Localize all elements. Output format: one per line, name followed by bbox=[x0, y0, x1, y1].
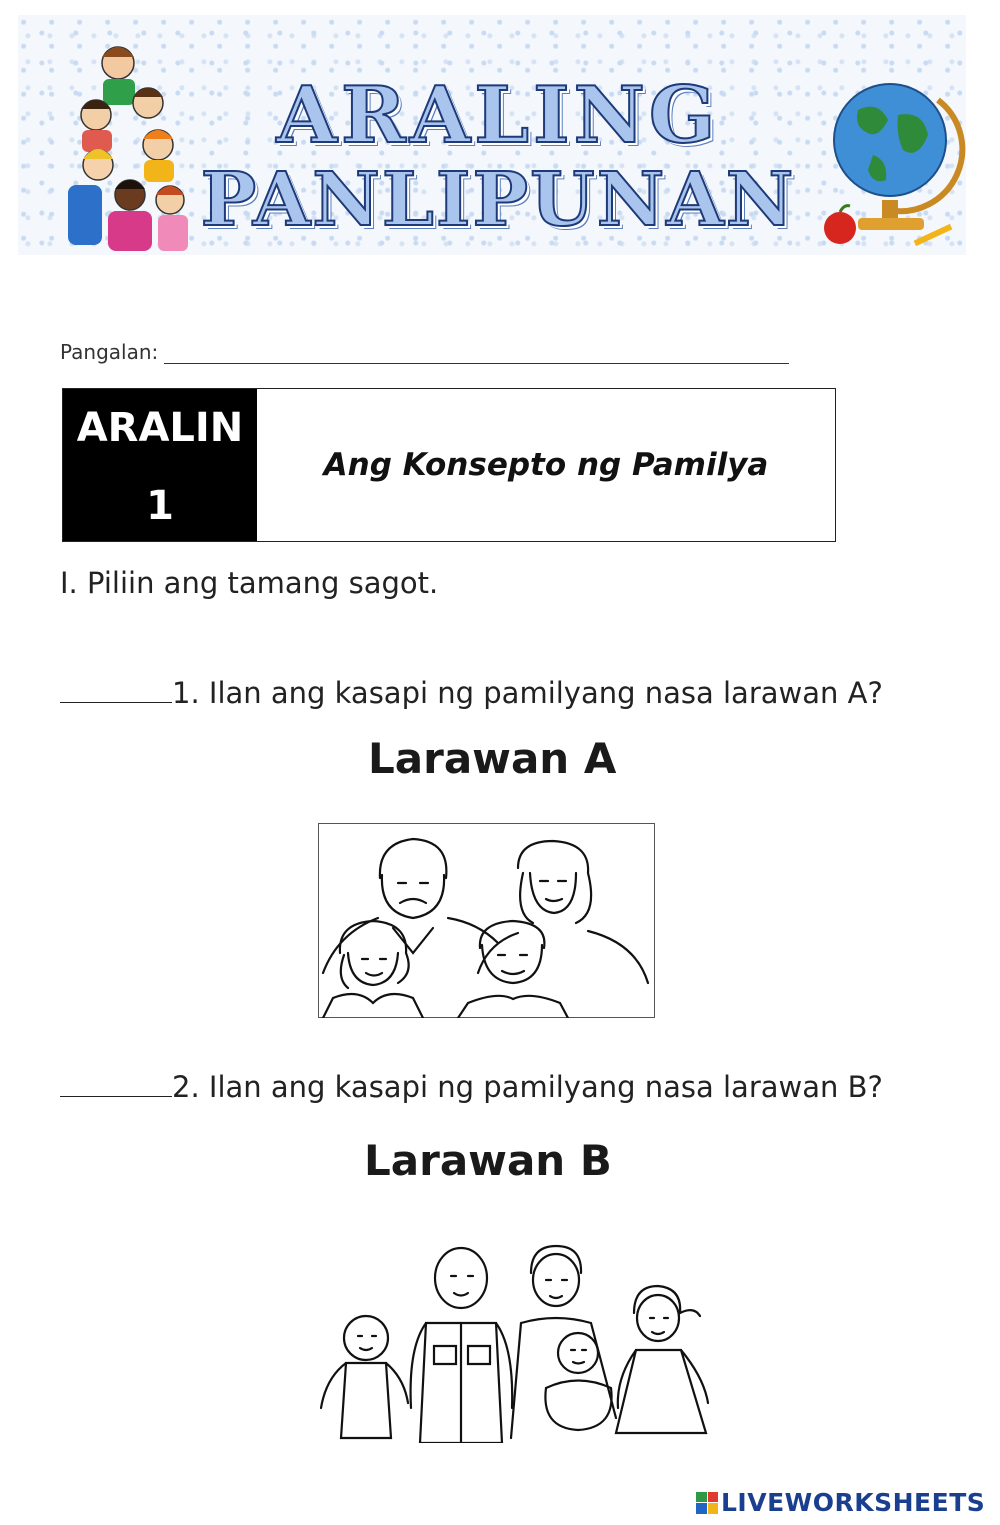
name-label: Pangalan: bbox=[60, 340, 159, 364]
header-banner bbox=[18, 15, 966, 255]
banner-title-line1: ARALING bbox=[276, 70, 720, 161]
lesson-title: Ang Konsepto ng Pamilya bbox=[323, 447, 769, 483]
question-1 bbox=[60, 676, 883, 710]
liveworksheets-logo[interactable] bbox=[696, 1488, 985, 1517]
name-row bbox=[60, 340, 789, 364]
question-1-text: 1. Ilan ang kasapi ng pamilyang nasa larawan A? bbox=[172, 676, 883, 710]
banner-title-line2: PANLIPUNAN bbox=[200, 157, 796, 243]
globe-icon bbox=[818, 60, 968, 250]
question-2-text: 2. Ilan ang kasapi ng pamilyang nasa larawan B? bbox=[172, 1070, 883, 1104]
answer-blank-2[interactable] bbox=[60, 1086, 172, 1097]
liveworksheets-brand-text: LIVEWORKSHEETS bbox=[721, 1488, 986, 1517]
lesson-label-line2: 1 bbox=[146, 483, 174, 529]
answer-blank-1[interactable] bbox=[60, 692, 172, 703]
lesson-label-line1: ARALIN bbox=[76, 405, 244, 451]
lesson-header-box bbox=[62, 388, 836, 542]
question-2 bbox=[60, 1070, 883, 1104]
picture-b-label: Larawan B bbox=[364, 1136, 612, 1185]
name-field[interactable] bbox=[164, 343, 789, 364]
picture-a-label: Larawan A bbox=[368, 734, 617, 783]
family-picture-b bbox=[316, 1238, 736, 1443]
lesson-number-label bbox=[63, 389, 257, 541]
family-picture-a bbox=[318, 823, 655, 1018]
instructions-text: I. Piliin ang tamang sagot. bbox=[60, 566, 439, 600]
liveworksheets-icon bbox=[696, 1492, 718, 1514]
